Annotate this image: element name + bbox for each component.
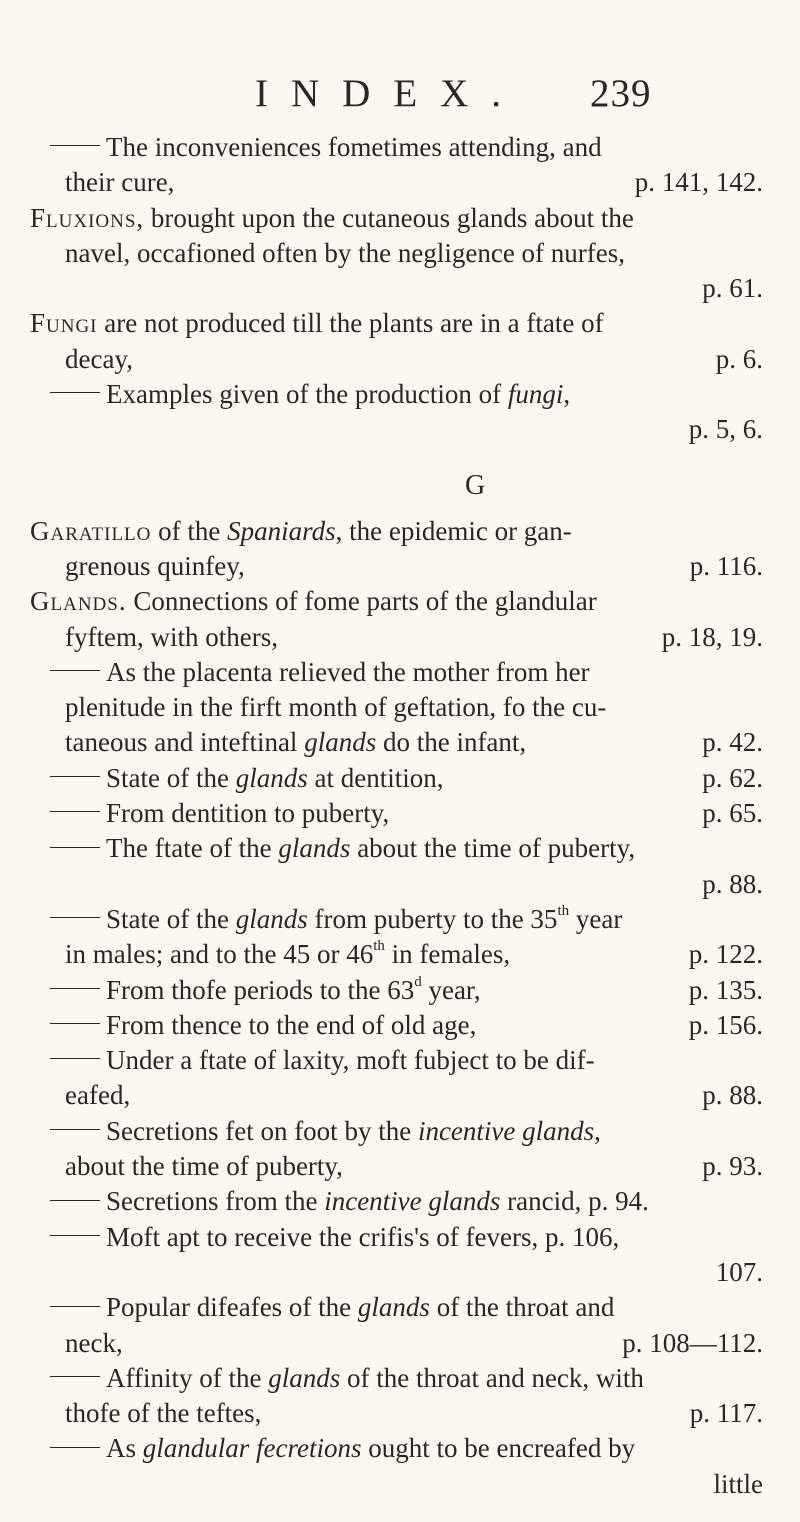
text-run: Connections of fome parts of the glandular: [126, 586, 597, 617]
ditto-dash: [50, 1058, 100, 1059]
index-line-text: [50, 377, 570, 412]
text-run: decay,: [65, 343, 133, 374]
index-line-text: [50, 1043, 595, 1078]
index-line-text: [50, 761, 443, 796]
index-line-text: [30, 306, 604, 341]
page-reference: p. 18, 19.: [661, 621, 763, 652]
index-line-text: [50, 902, 622, 937]
index-line-text: [50, 1114, 601, 1149]
index-line: [0, 1078, 800, 1113]
italic-term: fungi: [507, 379, 564, 410]
index-line: [0, 584, 800, 619]
index-line: [0, 130, 800, 165]
running-header: [255, 74, 655, 113]
index-line: [0, 796, 800, 831]
index-line: [0, 306, 800, 341]
ditto-dash: [50, 145, 100, 146]
ditto-dash: [50, 1129, 100, 1130]
entry-headword: Glands.: [30, 586, 127, 617]
page-reference: 107.: [715, 1256, 763, 1287]
page-reference: p. 135.: [688, 974, 763, 1005]
index-line-text: [65, 549, 245, 584]
index-line-text: [65, 937, 510, 972]
ditto-dash: [50, 1376, 100, 1377]
ditto-dash: [50, 392, 100, 393]
ditto-dash: [50, 1235, 100, 1236]
text-run: State of the: [106, 762, 236, 793]
page-number: 239: [590, 72, 652, 115]
text-run: year: [569, 903, 623, 934]
index-line: [0, 973, 800, 1008]
ordinal-suffix: th: [373, 938, 385, 955]
index-line-text: [65, 620, 278, 655]
index-line-text: [50, 1184, 649, 1219]
entry-headword: Fungi: [30, 308, 98, 339]
index-line: [0, 831, 800, 866]
index-line: [0, 271, 800, 306]
text-run: taneous and inteftinal: [65, 727, 305, 758]
index-line: [0, 236, 800, 271]
text-run: From thence to the end of old age,: [106, 1009, 477, 1040]
text-run: navel, occafioned often by the negligence of nurfes,: [65, 237, 626, 268]
index-line-text: [50, 1431, 635, 1466]
section-letter-text: G: [465, 469, 486, 501]
text-run: do the infant,: [376, 727, 527, 758]
italic-term: glands: [235, 762, 308, 793]
italic-term: glands: [278, 833, 351, 864]
index-line: [0, 1114, 800, 1149]
page-reference: p. 61.: [702, 273, 763, 304]
text-run: rancid, p. 94.: [500, 1186, 649, 1217]
index-line: [0, 1008, 800, 1043]
index-line-text: [65, 236, 625, 271]
index-line: [0, 514, 800, 549]
index-line-text: [50, 796, 389, 831]
index-line: [0, 342, 800, 377]
index-line-text: [65, 1149, 343, 1184]
text-run: of the throat and: [429, 1292, 615, 1323]
index-line: [0, 725, 800, 760]
italic-term: glandular fecretions: [142, 1433, 362, 1464]
index-line-text: [50, 1290, 614, 1325]
text-run: ought to be encreafed by: [361, 1433, 636, 1464]
ditto-dash: [50, 670, 100, 671]
index-line-text: [65, 1396, 261, 1431]
italic-term: glands: [268, 1362, 341, 1393]
index-line: [0, 902, 800, 937]
text-run: Affinity of the: [106, 1362, 269, 1393]
text-run: The ftate of the: [106, 833, 279, 864]
index-line: [0, 867, 800, 902]
text-run: of the throat and neck, with: [340, 1362, 644, 1393]
index-line: [0, 1255, 800, 1290]
ditto-dash: [50, 811, 100, 812]
index-line-text: [65, 690, 606, 725]
text-run: Popular difeafes of the: [106, 1292, 358, 1323]
page-reference: p. 62.: [702, 762, 763, 793]
index-line: [0, 1220, 800, 1255]
text-run: about the time of puberty,: [65, 1151, 343, 1182]
index-line: [0, 655, 800, 690]
ordinal-suffix: th: [557, 902, 570, 919]
text-run: of the: [151, 515, 228, 546]
text-run: at dentition,: [307, 762, 444, 793]
page-reference: p. 122.: [688, 939, 763, 970]
index-line: [0, 1361, 800, 1396]
italic-term: incentive glands: [324, 1186, 501, 1217]
italic-term: glands: [304, 727, 377, 758]
text-run: ,: [563, 379, 571, 410]
text-run: Secretions from the: [106, 1186, 325, 1217]
page-reference: p. 108—112.: [622, 1327, 763, 1358]
index-line-text: [50, 1008, 476, 1043]
text-run: in females,: [384, 939, 511, 970]
index-line: [0, 690, 800, 725]
index-line: [0, 1290, 800, 1325]
page-reference: p. 6.: [715, 343, 763, 374]
text-run: from puberty to the 35: [307, 903, 558, 934]
text-run: neck,: [65, 1327, 123, 1358]
index-entries: [0, 130, 800, 1502]
text-run: about the time of puberty,: [350, 833, 636, 864]
index-line: [0, 1396, 800, 1431]
index-line-text: [50, 655, 590, 690]
index-line: [0, 165, 800, 200]
text-run: Secretions fet on foot by the: [106, 1115, 418, 1146]
index-line: [0, 1431, 800, 1466]
ditto-dash: [50, 1023, 100, 1024]
text-run: brought upon the cutaneous glands about the: [144, 202, 634, 233]
section-letter: [0, 448, 800, 514]
index-line: [0, 761, 800, 796]
index-line-text: [30, 201, 634, 236]
ditto-dash: [50, 1447, 100, 1448]
italic-term: glands: [357, 1292, 430, 1323]
text-run: Moft apt to receive the crifis's of fevers, p. 106,: [106, 1221, 620, 1252]
index-line: [0, 1326, 800, 1361]
text-run: their cure,: [65, 167, 175, 198]
index-line-text: [65, 1078, 130, 1113]
index-line-text: [50, 973, 481, 1008]
index-line-text: [65, 165, 174, 200]
page-reference: little: [713, 1468, 763, 1499]
text-run: As: [106, 1433, 143, 1464]
text-run: ,: [594, 1115, 601, 1146]
text-run: From thofe periods to the 63: [106, 974, 415, 1005]
ditto-dash: [50, 776, 100, 777]
ditto-dash: [50, 988, 100, 989]
text-run: State of the: [106, 903, 236, 934]
index-line-text: [50, 130, 602, 165]
text-run: From dentition to puberty,: [106, 798, 390, 829]
page-reference: p. 88.: [702, 1080, 763, 1111]
ditto-dash: [50, 847, 100, 848]
text-run: fyftem, with others,: [65, 621, 278, 652]
index-line-text: [65, 342, 133, 377]
page-reference: p. 141, 142.: [634, 167, 763, 198]
index-title: INDEX.: [255, 72, 525, 115]
index-line: [0, 1467, 800, 1502]
page-reference: p. 5, 6.: [688, 414, 763, 445]
index-line: [0, 412, 800, 447]
index-line-text: [65, 1326, 123, 1361]
text-run: Under a ftate of laxity, moft fubject to be dif-: [106, 1045, 595, 1076]
italic-term: incentive glands: [417, 1115, 595, 1146]
ditto-dash: [50, 917, 100, 918]
page-reference: p. 42.: [702, 727, 763, 758]
entry-headword: Garatillo: [30, 515, 152, 546]
page-reference: p. 116.: [689, 550, 763, 581]
text-run: The inconveniences fometimes attending, and: [106, 132, 602, 162]
index-line: [0, 620, 800, 655]
ditto-dash: [50, 1306, 100, 1307]
page-reference: p. 117.: [689, 1398, 763, 1429]
text-run: thofe of the teftes,: [65, 1398, 262, 1429]
index-line-text: [50, 1361, 644, 1396]
page-reference: p. 65.: [702, 798, 763, 829]
page-reference: p. 156.: [688, 1009, 763, 1040]
entry-headword: Fluxions,: [30, 202, 145, 233]
ordinal-suffix: d: [414, 973, 422, 990]
text-run: , the epidemic or gan-: [335, 515, 572, 546]
index-line: [0, 549, 800, 584]
page-reference: p. 93.: [702, 1151, 763, 1182]
italic-term: glands: [235, 903, 308, 934]
index-line: [0, 201, 800, 236]
italic-term: Spaniards: [227, 515, 336, 546]
index-line: [0, 937, 800, 972]
index-line: [0, 377, 800, 412]
page-reference: p. 88.: [702, 868, 763, 899]
index-line: [0, 1149, 800, 1184]
index-line: [0, 1184, 800, 1219]
index-line-text: [65, 725, 526, 760]
text-run: in males; and to the 45 or 46: [65, 939, 374, 970]
text-run: grenous quinfey,: [65, 550, 245, 581]
text-run: Examples given of the production of: [106, 379, 508, 410]
index-line-text: [30, 584, 597, 619]
index-line: [0, 1043, 800, 1078]
index-line-text: [50, 1220, 619, 1255]
index-line-text: [50, 831, 635, 866]
index-line-text: [30, 514, 572, 549]
text-run: plenitude in the firft month of geftation, fo the cu-: [65, 692, 607, 723]
text-run: year,: [421, 974, 481, 1005]
text-run: eafed,: [65, 1080, 131, 1111]
text-run: As the placenta relieved the mother from her: [106, 656, 590, 687]
text-run: are not produced till the plants are in a ftate of: [97, 308, 604, 339]
ditto-dash: [50, 1200, 100, 1201]
